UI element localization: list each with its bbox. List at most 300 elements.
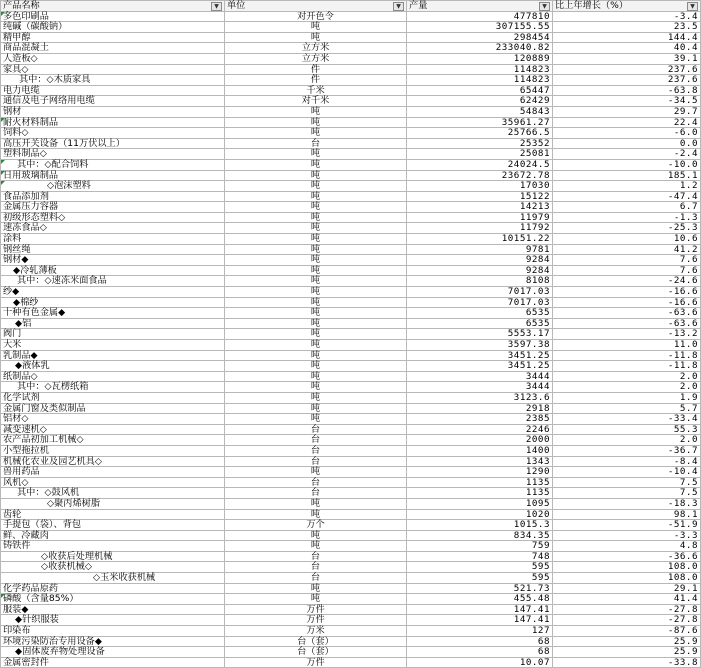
growth-cell[interactable]: 11.0 [553,340,701,351]
unit-cell[interactable]: 万个 [225,520,407,531]
growth-cell[interactable]: 23.5 [553,22,701,33]
table-row [1,509,701,520]
unit-cell[interactable]: 台 [225,488,407,499]
output-cell[interactable]: 2000 [407,435,553,446]
product-name-cell[interactable]: 手提包（袋）、背包 [1,520,225,531]
growth-cell[interactable]: -87.6 [553,626,701,637]
table-row [1,467,701,478]
growth-cell[interactable]: -47.4 [553,191,701,202]
growth-cell[interactable]: 6.7 [553,202,701,213]
product-name-cell[interactable]: 机械化农业及园艺机具◇ [1,456,225,467]
filter-dropdown-icon[interactable]: ▼ [687,2,698,11]
unit-cell[interactable]: 台 [225,138,407,149]
growth-cell[interactable]: 144.4 [553,32,701,43]
growth-cell[interactable]: 2.0 [553,371,701,382]
product-name-cell[interactable]: 电力电缆 [1,85,225,96]
header-label: 产品名称 [3,0,40,11]
unit-cell[interactable]: 吨 [225,308,407,319]
product-name-cell[interactable]: 食品添加剂 [1,191,225,202]
product-name-cell[interactable]: ◆液体乳 [1,361,225,372]
product-name-cell[interactable]: 商品混凝土 [1,43,225,54]
unit-cell[interactable]: 立方米 [225,43,407,54]
product-name-cell[interactable]: 钢材◆ [1,255,225,266]
growth-cell[interactable]: 25.9 [553,647,701,658]
product-name-cell[interactable]: 十种有色金属◆ [1,308,225,319]
growth-cell[interactable]: -16.6 [553,297,701,308]
product-name-cell[interactable]: 纯碱（碳酸钠） [1,22,225,33]
growth-cell[interactable]: -8.4 [553,456,701,467]
growth-cell[interactable]: -27.8 [553,604,701,615]
header-output[interactable] [407,1,553,12]
product-name-cell[interactable]: ◇收获机械◇ [1,562,225,573]
unit-cell[interactable]: 件 [225,64,407,75]
unit-cell[interactable]: 吨 [225,329,407,340]
growth-cell[interactable]: 7.5 [553,488,701,499]
header-growth[interactable] [553,1,701,12]
unit-cell[interactable]: 吨 [225,382,407,393]
output-cell[interactable]: 834.35 [407,530,553,541]
growth-cell[interactable]: 39.1 [553,53,701,64]
product-name-cell[interactable]: 其中：◇瓦楞纸箱 [1,382,225,393]
growth-cell[interactable]: -25.3 [553,223,701,234]
unit-cell[interactable]: 吨 [225,212,407,223]
table-row [1,117,701,128]
table-row [1,85,701,96]
output-cell[interactable]: 8108 [407,276,553,287]
growth-cell[interactable]: -36.7 [553,445,701,456]
unit-cell[interactable]: 吨 [225,191,407,202]
table-row [1,583,701,594]
header-unit[interactable] [225,1,407,12]
output-cell[interactable]: 233040.82 [407,43,553,54]
growth-cell[interactable]: -24.6 [553,276,701,287]
product-name-cell[interactable]: 通信及电子网络用电缆 [1,96,225,107]
unit-cell[interactable]: 吨 [225,498,407,509]
product-name-cell[interactable]: 塑料制品◇ [1,149,225,160]
product-name-cell[interactable]: 多色印刷品 [1,11,225,22]
unit-cell[interactable]: 台 [225,424,407,435]
table-row [1,573,701,584]
unit-cell[interactable]: 吨 [225,403,407,414]
unit-cell[interactable]: 台 [225,477,407,488]
table-row [1,212,701,223]
product-name-cell[interactable]: 阀门 [1,329,225,340]
growth-cell[interactable]: -63.6 [553,308,701,319]
unit-cell[interactable]: 件 [225,75,407,86]
header-label: 比上年增长（%） [555,0,629,11]
growth-cell[interactable]: 108.0 [553,562,701,573]
growth-cell[interactable]: 4.8 [553,541,701,552]
product-name-cell[interactable]: 耐火材料制品 [1,117,225,128]
output-cell[interactable]: 3123.6 [407,392,553,403]
output-cell[interactable]: 1400 [407,445,553,456]
unit-cell[interactable]: 吨 [225,32,407,43]
output-cell[interactable]: 25766.5 [407,128,553,139]
growth-cell[interactable]: -3.4 [553,11,701,22]
output-cell[interactable]: 3597.38 [407,340,553,351]
growth-cell[interactable]: -34.5 [553,96,701,107]
output-cell[interactable]: 65447 [407,85,553,96]
growth-cell[interactable]: 108.0 [553,573,701,584]
output-cell[interactable]: 17030 [407,181,553,192]
growth-cell[interactable]: -63.8 [553,85,701,96]
unit-cell[interactable]: 台（套） [225,636,407,647]
table-row [1,435,701,446]
unit-cell[interactable]: 吨 [225,340,407,351]
growth-cell[interactable]: -33.4 [553,414,701,425]
output-cell[interactable]: 7017.03 [407,297,553,308]
unit-cell[interactable]: 台 [225,456,407,467]
output-cell[interactable]: 477810 [407,11,553,22]
product-name-cell[interactable]: 印染布 [1,626,225,637]
product-name-cell[interactable]: 钢丝绳 [1,244,225,255]
product-name-cell[interactable]: 纱◆ [1,287,225,298]
growth-cell[interactable]: 1.2 [553,181,701,192]
unit-cell[interactable]: 吨 [225,22,407,33]
output-cell[interactable]: 2246 [407,424,553,435]
product-name-cell[interactable]: 人造板◇ [1,53,225,64]
unit-cell[interactable]: 吨 [225,223,407,234]
unit-cell[interactable]: 吨 [225,255,407,266]
table-row [1,43,701,54]
product-name-cell[interactable]: 兽用药品 [1,467,225,478]
output-cell[interactable]: 3451.25 [407,350,553,361]
product-name-cell[interactable]: 化学药品原药 [1,583,225,594]
growth-cell[interactable]: 0.0 [553,138,701,149]
growth-cell[interactable]: -13.2 [553,329,701,340]
growth-cell[interactable]: 29.7 [553,106,701,117]
output-cell[interactable]: 3451.25 [407,361,553,372]
growth-cell[interactable]: 237.6 [553,64,701,75]
unit-cell[interactable]: 吨 [225,117,407,128]
product-name-cell[interactable]: ◇聚丙烯树脂 [1,498,225,509]
output-cell[interactable]: 1020 [407,509,553,520]
table-row [1,626,701,637]
table-row [1,340,701,351]
unit-cell[interactable]: 台 [225,551,407,562]
table-row [1,234,701,245]
header-label: 产量 [409,0,428,11]
table-row [1,255,701,266]
output-cell[interactable]: 1343 [407,456,553,467]
unit-cell[interactable]: 吨 [225,287,407,298]
growth-cell[interactable]: -6.0 [553,128,701,139]
output-cell[interactable]: 11792 [407,223,553,234]
output-cell[interactable]: 54843 [407,106,553,117]
growth-cell[interactable]: -1.3 [553,212,701,223]
growth-cell[interactable]: 2.0 [553,435,701,446]
unit-cell[interactable]: 对千米 [225,96,407,107]
growth-cell[interactable]: 41.4 [553,594,701,605]
product-name-cell[interactable]: ◇收获后处理机械 [1,551,225,562]
unit-cell[interactable]: 万件 [225,657,407,668]
header-product-name[interactable] [1,1,225,12]
product-name-cell[interactable]: 减变速机◇ [1,424,225,435]
table-row [1,181,701,192]
table-row [1,382,701,393]
growth-cell[interactable]: -3.3 [553,530,701,541]
unit-cell[interactable]: 吨 [225,265,407,276]
growth-cell[interactable]: -11.8 [553,350,701,361]
output-cell[interactable]: 14213 [407,202,553,213]
unit-cell[interactable]: 吨 [225,414,407,425]
output-cell[interactable]: 25081 [407,149,553,160]
unit-cell[interactable]: 万米 [225,626,407,637]
product-name-cell[interactable]: 化学试剂 [1,392,225,403]
unit-cell[interactable]: 吨 [225,181,407,192]
growth-cell[interactable]: 1.9 [553,392,701,403]
output-cell[interactable]: 11979 [407,212,553,223]
product-name-cell[interactable]: 其中：◇木质家具 [1,75,225,86]
output-cell[interactable]: 68 [407,647,553,658]
growth-cell[interactable]: 7.5 [553,477,701,488]
product-name-cell[interactable]: 速冻食品◇ [1,223,225,234]
output-cell[interactable]: 9284 [407,255,553,266]
product-name-cell[interactable]: 风机◇ [1,477,225,488]
unit-cell[interactable]: 台 [225,562,407,573]
filter-dropdown-icon[interactable]: ▼ [539,2,550,11]
product-name-cell[interactable]: 鲜、冷藏肉 [1,530,225,541]
product-name-cell[interactable]: 乳制品◆ [1,350,225,361]
output-cell[interactable]: 62429 [407,96,553,107]
table-row [1,106,701,117]
table-row [1,191,701,202]
growth-cell[interactable]: 237.6 [553,75,701,86]
output-cell[interactable]: 10151.22 [407,234,553,245]
output-cell[interactable]: 114823 [407,64,553,75]
product-name-cell[interactable]: 精甲醇 [1,32,225,43]
output-cell[interactable]: 127 [407,626,553,637]
growth-cell[interactable]: 10.6 [553,234,701,245]
table-row [1,456,701,467]
unit-cell[interactable]: 立方米 [225,53,407,64]
growth-cell[interactable]: 7.6 [553,255,701,266]
product-name-cell[interactable]: 齿轮 [1,509,225,520]
unit-cell[interactable]: 吨 [225,371,407,382]
growth-cell[interactable]: -10.0 [553,159,701,170]
unit-cell[interactable]: 吨 [225,318,407,329]
product-name-cell[interactable]: 其中：◇配合饲料 [1,159,225,170]
unit-cell[interactable]: 吨 [225,361,407,372]
unit-cell[interactable]: 吨 [225,594,407,605]
unit-cell[interactable]: 吨 [225,392,407,403]
unit-cell[interactable]: 吨 [225,541,407,552]
table-row [1,170,701,181]
unit-cell[interactable]: 万件 [225,604,407,615]
product-name-cell[interactable]: 家具◇ [1,64,225,75]
growth-cell[interactable]: 55.3 [553,424,701,435]
output-cell[interactable]: 68 [407,636,553,647]
output-cell[interactable]: 10.07 [407,657,553,668]
growth-cell[interactable]: 29.1 [553,583,701,594]
product-name-cell[interactable]: ◆针织服装 [1,615,225,626]
output-cell[interactable]: 1015.3 [407,520,553,531]
product-name-cell[interactable]: 高压开关设备（11万伏以上） [1,138,225,149]
growth-cell[interactable]: -27.8 [553,615,701,626]
product-name-cell[interactable]: 饲料◇ [1,128,225,139]
unit-cell[interactable]: 台 [225,445,407,456]
table-row [1,647,701,658]
output-cell[interactable]: 595 [407,573,553,584]
output-cell[interactable]: 748 [407,551,553,562]
unit-cell[interactable]: 吨 [225,234,407,245]
unit-cell[interactable]: 吨 [225,583,407,594]
output-cell[interactable]: 35961.27 [407,117,553,128]
table-row [1,488,701,499]
output-cell[interactable]: 307155.55 [407,22,553,33]
table-row [1,75,701,86]
table-row [1,329,701,340]
header-row [1,1,701,12]
table-row [1,22,701,33]
output-cell[interactable]: 147.41 [407,615,553,626]
growth-cell[interactable]: -36.6 [553,551,701,562]
growth-cell[interactable]: 41.2 [553,244,701,255]
output-cell[interactable]: 3444 [407,371,553,382]
output-cell[interactable]: 114823 [407,75,553,86]
product-name-cell[interactable]: 纸制品◇ [1,371,225,382]
growth-cell[interactable]: -18.3 [553,498,701,509]
product-name-cell[interactable]: 小型拖拉机 [1,445,225,456]
product-name-cell[interactable]: 铸铁件 [1,541,225,552]
table-row [1,562,701,573]
table-row [1,149,701,160]
growth-cell[interactable]: 185.1 [553,170,701,181]
product-name-cell[interactable]: 服装◆ [1,604,225,615]
unit-cell[interactable]: 台 [225,573,407,584]
growth-cell[interactable]: 5.7 [553,403,701,414]
unit-cell[interactable]: 吨 [225,509,407,520]
unit-cell[interactable]: 台 [225,435,407,446]
output-cell[interactable]: 2918 [407,403,553,414]
growth-cell[interactable]: 98.1 [553,509,701,520]
unit-cell[interactable]: 吨 [225,350,407,361]
product-name-cell[interactable]: 其中：◇速冻米面食品 [1,276,225,287]
growth-cell[interactable]: 7.6 [553,265,701,276]
unit-cell[interactable]: 吨 [225,128,407,139]
output-cell[interactable]: 23672.78 [407,170,553,181]
output-cell[interactable]: 521.73 [407,583,553,594]
product-name-cell[interactable]: ◆铝 [1,318,225,329]
growth-cell[interactable]: -11.8 [553,361,701,372]
table-row [1,551,701,562]
filter-dropdown-icon[interactable]: ▼ [211,2,222,11]
product-name-cell[interactable]: 金属密封件 [1,657,225,668]
product-name-cell[interactable]: ◆棉纱 [1,297,225,308]
unit-cell[interactable]: 吨 [225,159,407,170]
growth-cell[interactable]: 25.9 [553,636,701,647]
table-row [1,53,701,64]
output-cell[interactable]: 25352 [407,138,553,149]
table-row [1,520,701,531]
table-body [1,11,701,668]
growth-cell[interactable]: -2.4 [553,149,701,160]
output-cell[interactable]: 759 [407,541,553,552]
product-name-cell[interactable]: 涂料 [1,234,225,245]
output-cell[interactable]: 5553.17 [407,329,553,340]
product-name-cell[interactable]: ◆固体废弃物处理设备 [1,647,225,658]
product-name-cell[interactable]: 农产品初加工机械◇ [1,435,225,446]
growth-cell[interactable]: -51.9 [553,520,701,531]
output-cell[interactable]: 24024.5 [407,159,553,170]
header-label: 单位 [227,0,246,11]
output-cell[interactable]: 1135 [407,488,553,499]
output-cell[interactable]: 455.48 [407,594,553,605]
table-row [1,594,701,605]
output-cell[interactable]: 1135 [407,477,553,488]
table-row [1,636,701,647]
table-row [1,371,701,382]
table-row [1,297,701,308]
output-cell[interactable]: 2385 [407,414,553,425]
output-cell[interactable]: 7017.03 [407,287,553,298]
table-row [1,657,701,668]
unit-cell[interactable]: 吨 [225,106,407,117]
output-cell[interactable]: 298454 [407,32,553,43]
unit-cell[interactable]: 吨 [225,149,407,160]
unit-cell[interactable]: 吨 [225,467,407,478]
output-cell[interactable]: 9781 [407,244,553,255]
growth-cell[interactable]: -16.6 [553,287,701,298]
product-name-cell[interactable]: 金属门窗及类似制品 [1,403,225,414]
growth-cell[interactable]: -63.6 [553,318,701,329]
growth-cell[interactable]: 40.4 [553,43,701,54]
unit-cell[interactable]: 万件 [225,615,407,626]
growth-cell[interactable]: -10.4 [553,467,701,478]
table-row [1,276,701,287]
product-name-cell[interactable]: 钢材 [1,106,225,117]
table-row [1,128,701,139]
product-name-cell[interactable]: 金属压力容器 [1,202,225,213]
unit-cell[interactable]: 对开色令 [225,11,407,22]
output-cell[interactable]: 147.41 [407,604,553,615]
product-name-cell[interactable]: 日用玻璃制品 [1,170,225,181]
product-name-cell[interactable]: 铝材◇ [1,414,225,425]
output-cell[interactable]: 3444 [407,382,553,393]
unit-cell[interactable]: 千米 [225,85,407,96]
output-cell[interactable]: 6535 [407,318,553,329]
growth-cell[interactable]: 22.4 [553,117,701,128]
product-name-cell[interactable]: 大米 [1,340,225,351]
output-cell[interactable]: 595 [407,562,553,573]
unit-cell[interactable]: 台（套） [225,647,407,658]
table-row [1,541,701,552]
output-cell[interactable]: 120889 [407,53,553,64]
product-name-cell[interactable]: 环境污染防治专用设备◆ [1,636,225,647]
unit-cell[interactable]: 吨 [225,530,407,541]
growth-cell[interactable]: 2.0 [553,382,701,393]
product-name-cell[interactable]: ◇玉米收获机械 [1,573,225,584]
output-cell[interactable]: 1095 [407,498,553,509]
unit-cell[interactable]: 吨 [225,297,407,308]
output-cell[interactable]: 1290 [407,467,553,478]
filter-dropdown-icon[interactable]: ▼ [393,2,404,11]
product-name-cell[interactable]: ◆冷轧薄板 [1,265,225,276]
product-name-cell[interactable]: 其中：◇鼓风机 [1,488,225,499]
unit-cell[interactable]: 吨 [225,276,407,287]
product-name-cell[interactable]: 初级形态塑料◇ [1,212,225,223]
growth-cell[interactable]: -33.8 [553,657,701,668]
unit-cell[interactable]: 吨 [225,202,407,213]
output-cell[interactable]: 9284 [407,265,553,276]
table-row [1,96,701,107]
output-cell[interactable]: 6535 [407,308,553,319]
unit-cell[interactable]: 吨 [225,244,407,255]
product-name-cell[interactable]: ◇泡沫塑料 [1,181,225,192]
output-cell[interactable]: 15122 [407,191,553,202]
product-name-cell[interactable]: 磷酸（含量85%） [1,594,225,605]
unit-cell[interactable]: 吨 [225,170,407,181]
